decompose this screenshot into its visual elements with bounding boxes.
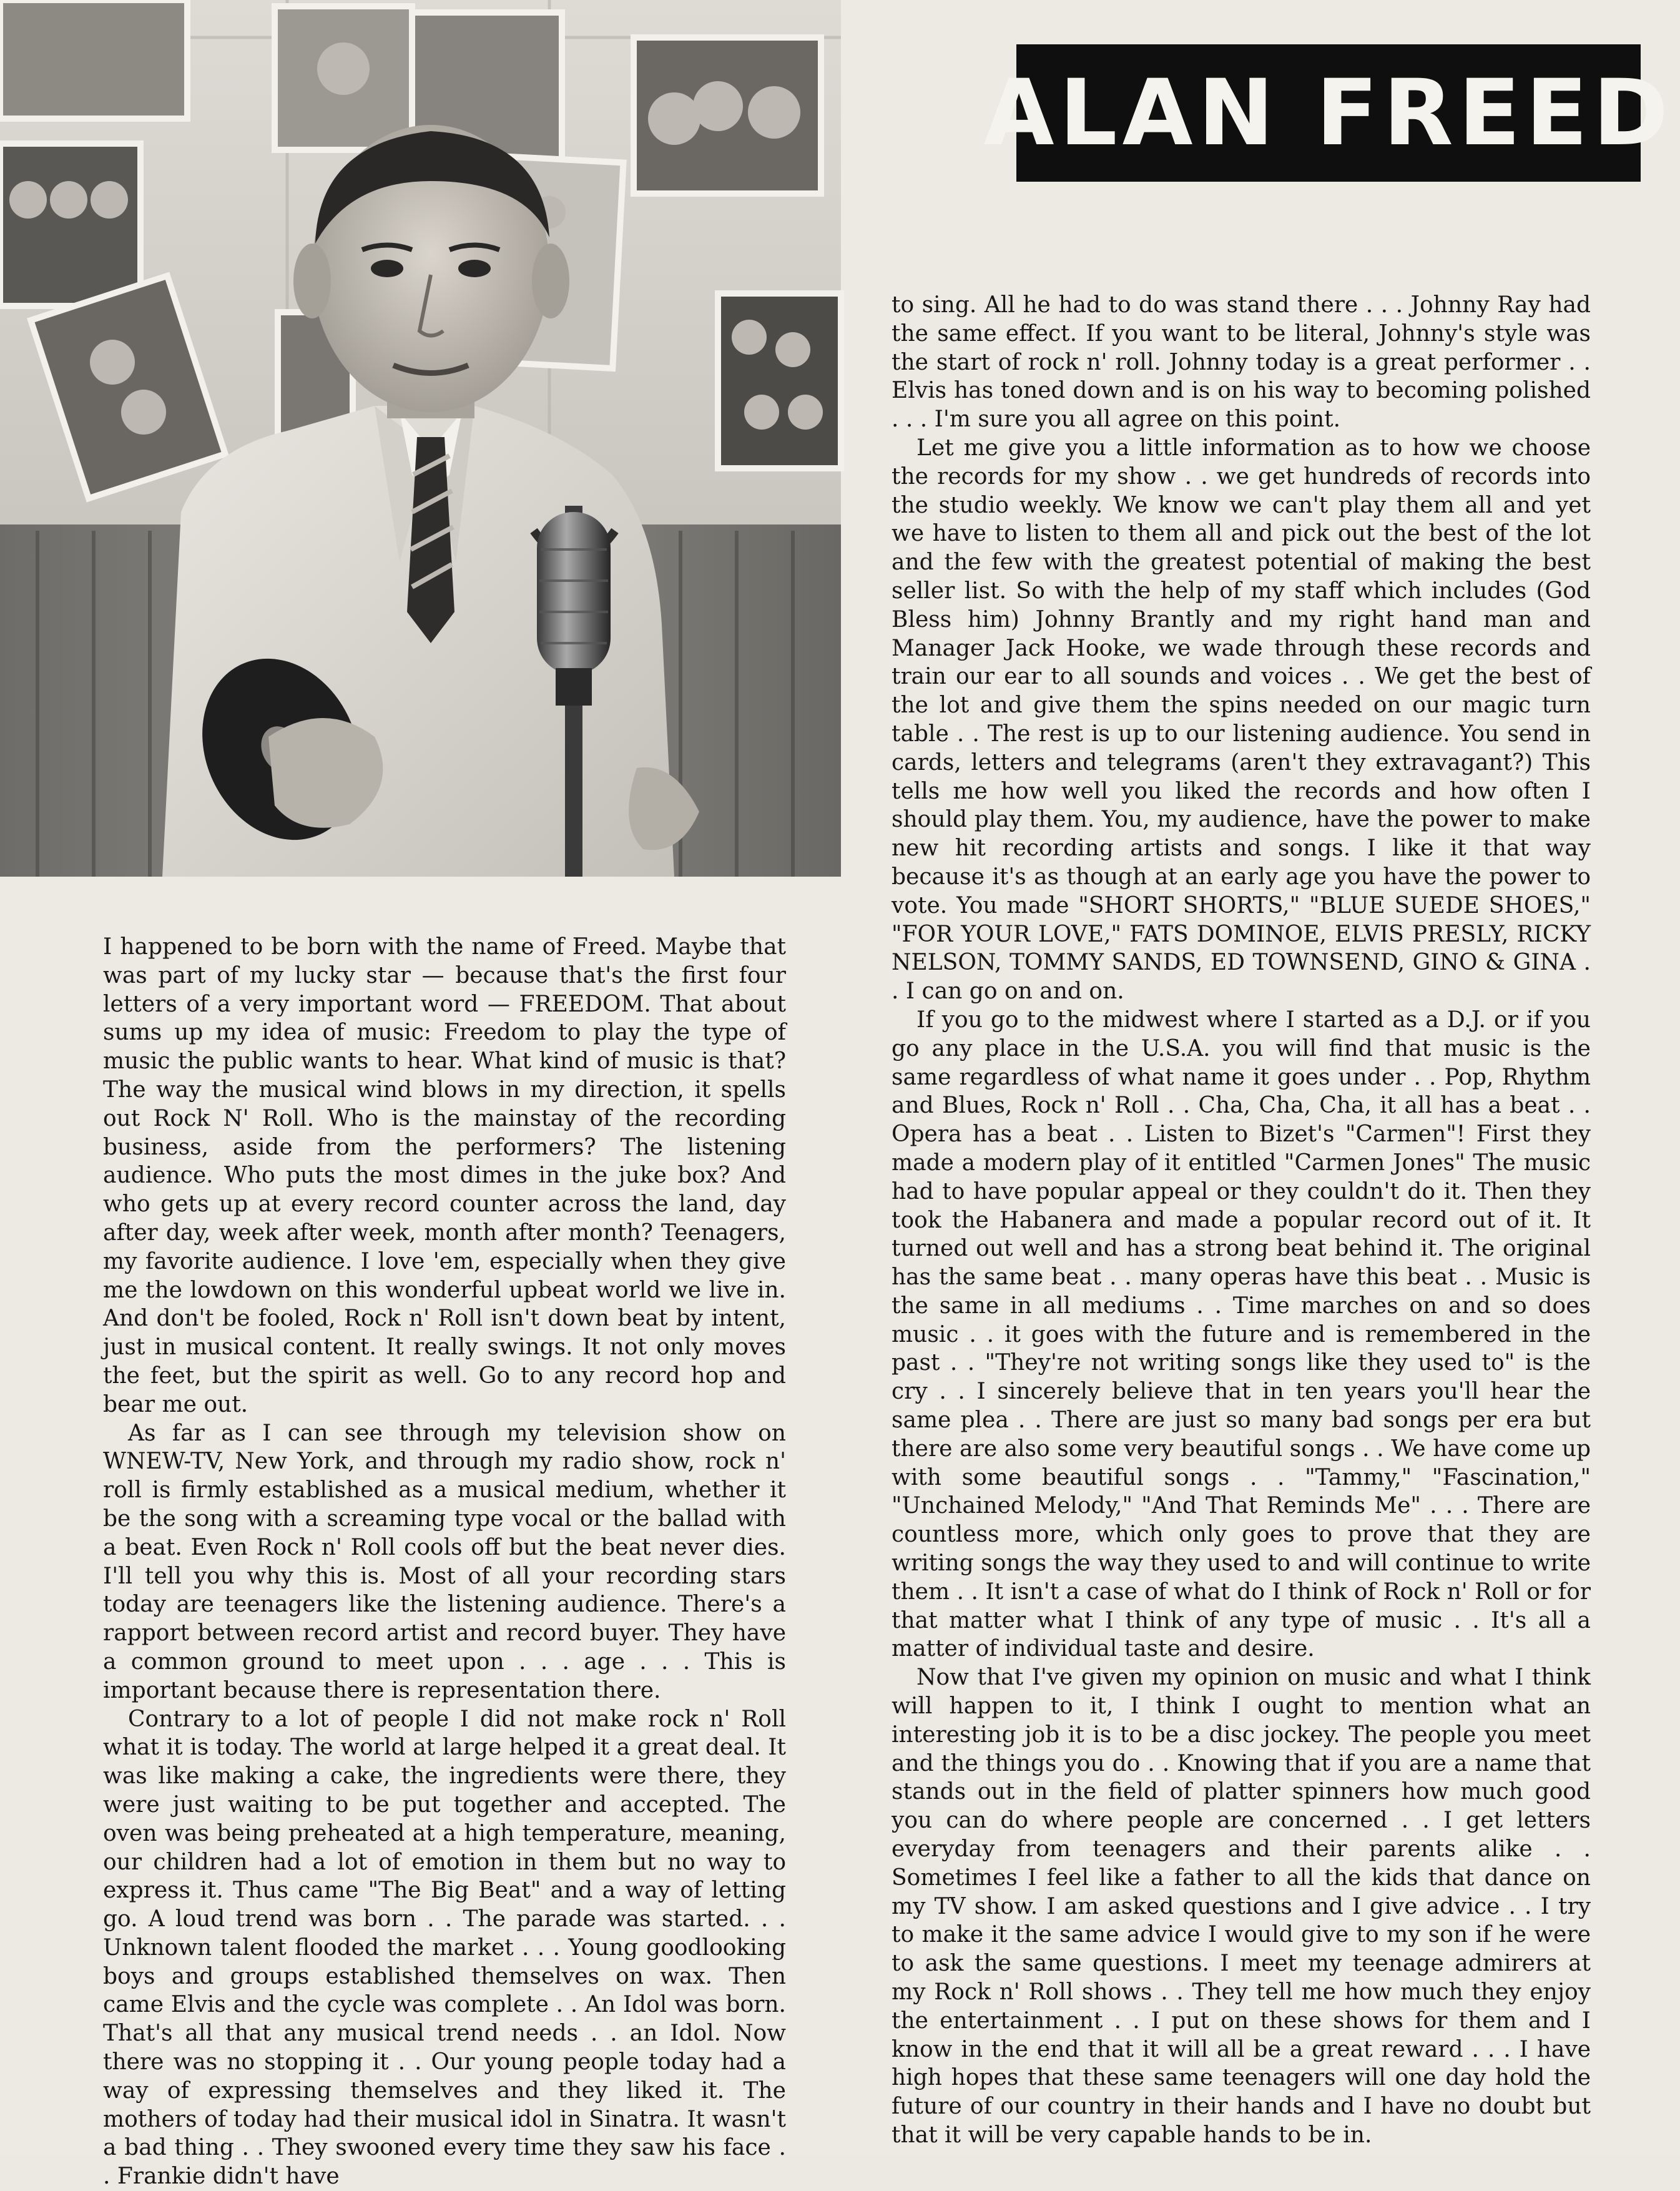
article-paragraph: to sing. All he had to do was stand there . . . Johnny Ray had the same effect. If you want to be literal, Johnny's style was the start of rock n' roll. Johnny today is a great performer . . Elvis has toned down and is on his way to becoming polished . . . I'm sure you all agree on this point. — [892, 292, 1591, 433]
article-column-left — [103, 933, 786, 2191]
article-paragraph: If you go to the midwest where I started as a D.J. or if you go any place in the U.S.A. you will find that music is the same regardless of what name it goes under . . Pop, Rhythm and Blues, Rock n' Roll . . Cha, Cha, Cha, it all has a beat . . Opera has a beat . . Listen to Bizet's "Carmen"! First they made a modern play of it entitled "Carmen Jones" The music had to have popular appeal or they couldn't do it. Then they took the Habanera and made a popular record out of it. It turned out well and has a strong beat behind it. The original has the same beat . . many operas have this beat . . Music is the same in all mediums . . Time marches on and so does music . . it goes with the future and is remembered in the past . . "They're not writing songs like they used to" is the cry . . I sincerely believe that in ten years you'll hear the same plea . . There are just so many bad songs per era but there are also some very beautiful songs . . We have come up with some beautiful songs . . "Tammy," "Fascination," "Unchained Melody," "And That Reminds Me" . . . There are countless more, which only goes to prove that they are writing songs the way they used to and will continue to write them . . It isn't a case of what do I think of Rock n' Roll or for that matter what I think of any type of music . . It's all a matter of individual taste and desire. — [892, 1007, 1591, 1662]
article-column-right — [892, 291, 1591, 2150]
portrait-photo — [0, 0, 841, 877]
article-paragraph: Now that I've given my opinion on music and what I think will happen to it, I think I ought to mention what an interesting job it is to be a disc jockey. The people you meet and the things you do . . Knowing that if you are a name that stands out in the field of platter spinners how much good you can do where people are concerned . . I get letters everyday from teenagers and their parents alike . . Sometimes I feel like a father to all the kids that dance on my TV show. I am asked questions and I give advice . . I try to make it the same advice I would give to my son if he were to ask the same questions. I meet my teenage admirers at my Rock n' Roll shows . . They tell me how much they enjoy the entertainment . . I put on these shows for them and I know in the end that it will all be a great reward . . . I have high hopes that these same teenagers will one day hold the future of our country in their hands and I have no doubt but that it will be very capable hands to be in. — [892, 1665, 1591, 2148]
page-title: ALAN FREED — [983, 60, 1674, 166]
article-paragraph: As far as I can see through my television show on WNEW-TV, New York, and through my radio show, rock n' roll is firmly established as a musical medium, whether it be the song with a screaming type vocal or the ballad with a beat. Even Rock n' Roll cools off but the beat never dies. I'll tell you why this is. Most of all your recording stars today are teenagers like the listening audience. There's a rapport between record artist and record buyer. They have a common ground to meet upon . . . age . . . This is important because there is representation there. — [103, 1420, 786, 1703]
article-paragraph: Let me give you a little information as to how we choose the records for my show . . we get hundreds of records into the studio weekly. We know we can't play them all and yet we have to listen to them all and pick out the best of the lot and the few with the greatest potential of making the best seller list. So with the help of my staff which includes (God Bless him) Johnny Brantly and my right hand man and Manager Jack Hooke, we wade through these records and train our ear to all sounds and voices . . We get the best of the lot and give them the spins needed on our magic turn table . . The rest is up to our listening audience. You send in cards, letters and telegrams (aren't they extravagant?) This tells me how well you liked the records and how often I should play them. You, my audience, have the power to make new hit recording artists and songs. I like it that way because it's as though at an early age you have the power to vote. You made "SHORT SHORTS," "BLUE SUEDE SHOES," "FOR YOUR LOVE," FATS DOMINOE, ELVIS PRESLY, RICKY NELSON, TOMMY SANDS, ED TOWNSEND, GINO & GINA . . I can go on and on. — [892, 435, 1591, 1005]
portrait-photo-illustration — [0, 0, 841, 877]
article-paragraph: Contrary to a lot of people I did not make rock n' Roll what it is today. The world at large helped it a great deal. It was like making a cake, the ingredients were there, they were just waiting to be put together and accepted. The oven was being preheated at a high temperature, meaning, our children had a lot of emotion in them but no way to express it. Thus came "The Big Beat" and a way of letting go. A loud trend was born . . The parade was started. . . Unknown talent flooded the market . . . Young goodlooking boys and groups established themselves on wax. Then came Elvis and the cycle was complete . . An Idol was born. That's all that any musical trend needs . . an Idol. Now there was no stopping it . . Our young people today had a way of expressing themselves and they liked it. The mothers of today had their musical idol in Sinatra. It wasn't a bad thing . . They swooned every time they saw his face . . Frankie didn't have — [103, 1706, 786, 2190]
title-banner — [983, 44, 1674, 182]
article-paragraph: I happened to be born with the name of Freed. Maybe that was part of my lucky star — because that's the first four letters of a very important word — FREEDOM. That about sums up my idea of music: Freedom to play the type of music the public wants to hear. What kind of music is that? The way the musical wind blows in my direction, it spells out Rock N' Roll. Who is the mainstay of the recording business, aside from the performers? The listening audience. Who puts the most dimes in the juke box? And who gets up at every record counter across the land, day after day, week after week, month after month? Teenagers, my favorite audience. I love 'em, especially when they give me the lowdown on this wonderful upbeat world we live in. And don't be fooled, Rock n' Roll isn't down beat by intent, just in musical content. It really swings. It not only moves the feet, but the spirit as well. Go to any record hop and bear me out. — [103, 934, 786, 1417]
